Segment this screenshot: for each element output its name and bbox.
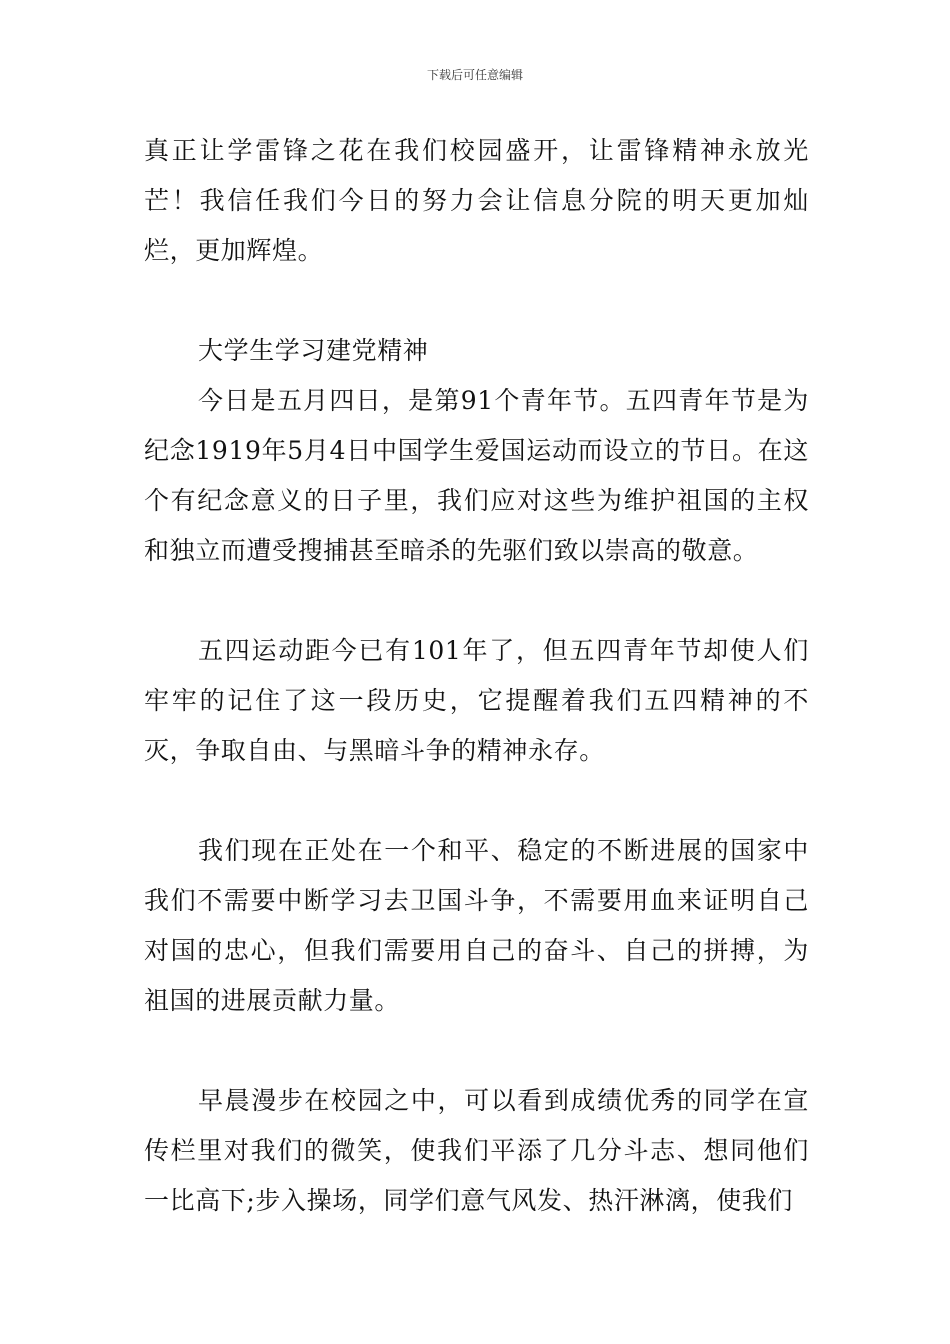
paragraph-gap <box>144 1026 809 1076</box>
paragraph-gap <box>144 776 809 826</box>
page-header-note: 下载后可任意编辑 <box>426 68 523 82</box>
paragraph-history: 五四运动距今已有101年了，但五四青年节却使人们牢牢的记住了这一段历史，它提醒着我们五四精神的不灭，争取自由、与黑暗斗争的精神永存。 <box>144 636 809 765</box>
paragraph-may-fourth: 今日是五月四日，是第91个青年节。五四青年节是为纪念1919年5月4日中国学生爱国运动而设立的节日。在这个有纪念意义的日子里，我们应对这些为维护祖国的主权和独立而遭受搜捕甚至暗杀的先驱们致以崇高的敬意。 <box>144 386 809 565</box>
section-title: 大学生学习建党精神 <box>198 336 429 365</box>
paragraph-gap <box>144 276 809 326</box>
paragraph-closing: 真正让学雷锋之花在我们校园盛开，让雷锋精神永放光芒！我信任我们今日的努力会让信息分院的明天更加灿烂，更加辉煌。 <box>144 136 809 265</box>
paragraph-gap <box>144 576 809 626</box>
paragraph-campus: 早晨漫步在校园之中，可以看到成绩优秀的同学在宣传栏里对我们的微笑，使我们平添了几分斗志、想同他们一比高下;步入操场，同学们意气风发、热汗淋漓，使我们 <box>144 1086 809 1215</box>
paragraph-peace: 我们现在正处在一个和平、稳定的不断进展的国家中我们不需要中断学习去卫国斗争，不需要用血来证明自己对国的忠心，但我们需要用自己的奋斗、自己的拼搏，为祖国的进展贡献力量。 <box>144 836 809 1015</box>
document-body <box>144 126 809 1226</box>
